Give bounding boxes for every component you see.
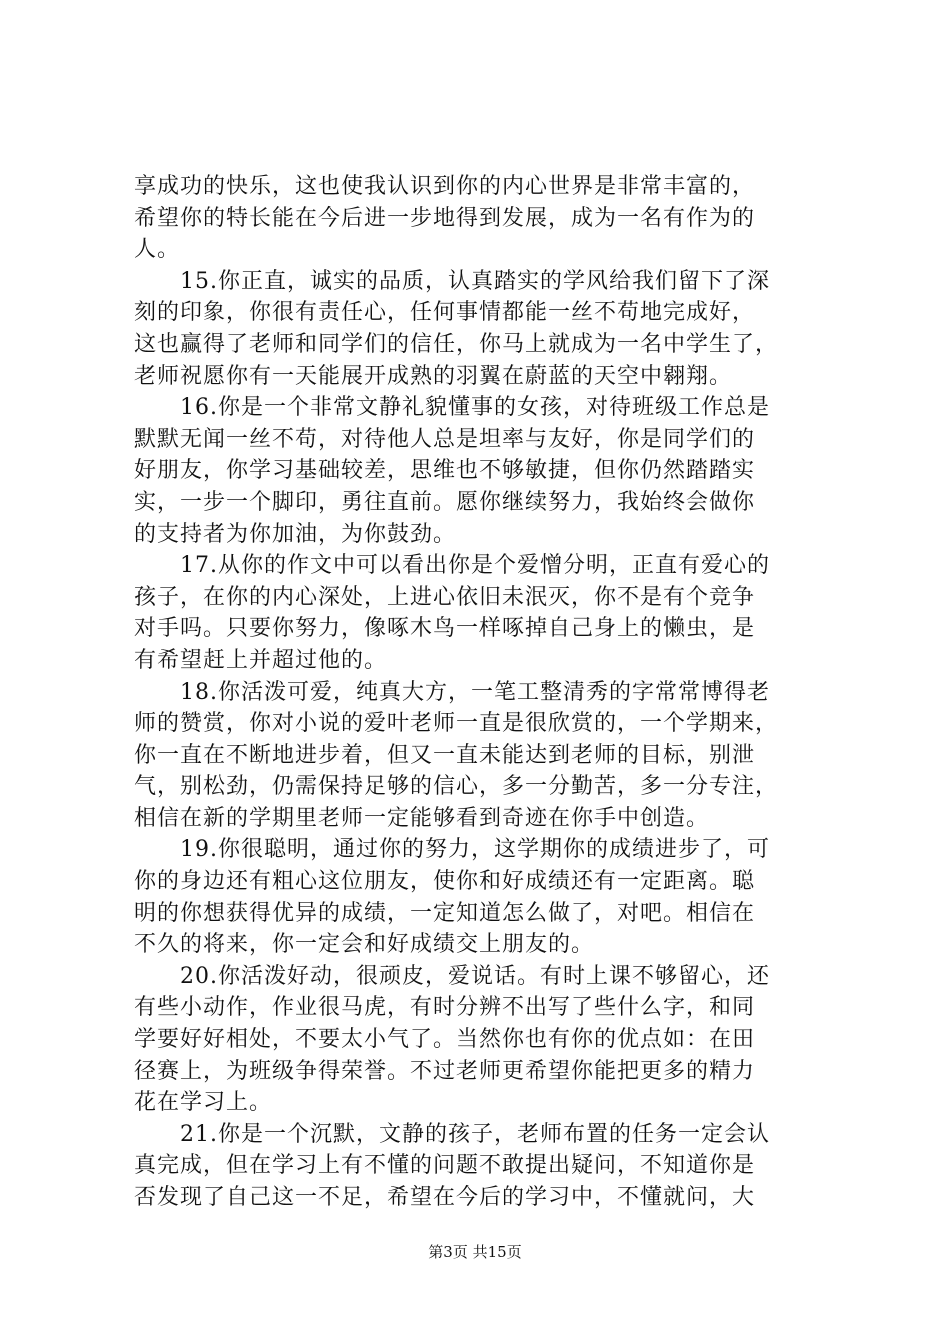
text-line: 你的身边还有粗心这位朋友，使你和好成绩还有一定距离。聪 xyxy=(134,869,756,895)
text-line: 有希望赶上并超过他的。 xyxy=(134,647,388,673)
text-line: 希望你的特长能在今后进一步地得到发展，成为一名有作为的 xyxy=(134,205,756,231)
text-line: 否发现了自己这一不足，希望在今后的学习中，不懂就问，大 xyxy=(134,1185,756,1210)
text-line: 享成功的快乐，这也使我认识到你的内心世界是非常丰富的， xyxy=(134,174,756,199)
document-body xyxy=(134,171,836,1214)
text-line: 人。 xyxy=(134,237,181,263)
paragraph-start-17: 17.从你的作文中可以看出你是个爱憎分明，正直有爱心的 xyxy=(180,553,770,579)
text-line: 对手吗。只要你努力，像啄木鸟一样啄掉自己身上的懒虫，是 xyxy=(134,616,756,642)
text-line: 气，别松劲，仍需保持足够的信心，多一分勤苦，多一分专注， xyxy=(134,774,779,800)
text-line: 实，一步一个脚印，勇往直前。愿你继续努力，我始终会做你 xyxy=(134,489,756,515)
text-line: 的支持者为你加油，为你鼓劲。 xyxy=(134,521,457,547)
text-line: 花在学习上。 xyxy=(134,1090,273,1116)
text-line: 你一直在不断地进步着，但又一直未能达到老师的目标，别泄 xyxy=(134,742,756,768)
paragraph-start-21: 21.你是一个沉默，文静的孩子，老师布置的任务一定会认 xyxy=(180,1121,770,1147)
text-line: 好朋友，你学习基础较差，思维也不够敏捷，但你仍然踏踏实 xyxy=(134,458,756,484)
paragraph-start-20: 20.你活泼好动，很顽皮，爱说话。有时上课不够留心，还 xyxy=(180,963,770,989)
text-line: 师的赞赏，你对小说的爱叶老师一直是很欣赏的，一个学期来， xyxy=(134,711,779,737)
text-line: 径赛上，为班级争得荣誉。不过老师更希望你能把更多的精力 xyxy=(134,1058,756,1084)
text-line: 明的你想获得优异的成绩，一定知道怎么做了，对吧。相信在 xyxy=(134,900,756,926)
text-line: 有些小动作，作业很马虎，有时分辨不出写了些什么字，和同 xyxy=(134,995,756,1021)
paragraph-start-18: 18.你活泼可爱，纯真大方，一笔工整清秀的字常常博得老 xyxy=(180,679,770,705)
text-line: 默默无闻一丝不苟，对待他人总是坦率与友好，你是同学们的 xyxy=(134,426,756,452)
text-line: 不久的将来，你一定会和好成绩交上朋友的。 xyxy=(134,932,595,958)
text-line: 孩子，在你的内心深处，上进心依旧未泯灭，你不是有个竞争 xyxy=(134,584,756,610)
text-line: 这也赢得了老师和同学们的信任，你马上就成为一名中学生了， xyxy=(134,331,779,357)
paragraph-start-15: 15.你正直，诚实的品质，认真踏实的学风给我们留下了深 xyxy=(180,268,770,294)
paragraph-start-16: 16.你是一个非常文静礼貌懂事的女孩，对待班级工作总是 xyxy=(180,395,770,421)
paragraph-start-19: 19.你很聪明，通过你的努力，这学期你的成绩进步了，可 xyxy=(180,837,770,863)
text-line: 相信在新的学期里老师一定能够看到奇迹在你手中创造。 xyxy=(134,805,710,831)
text-line: 真完成，但在学习上有不懂的问题不敢提出疑问，不知道你是 xyxy=(134,1153,756,1179)
text-line: 学要好好相处，不要太小气了。当然你也有你的优点如：在田 xyxy=(134,1027,756,1053)
text-line: 老师祝愿你有一天能展开成熟的羽翼在蔚蓝的天空中翱翔。 xyxy=(134,363,733,389)
text-line: 刻的印象，你很有责任心，任何事情都能一丝不苟地完成好， xyxy=(134,300,756,326)
page-footer: 第3页 共15页 xyxy=(428,1243,522,1261)
